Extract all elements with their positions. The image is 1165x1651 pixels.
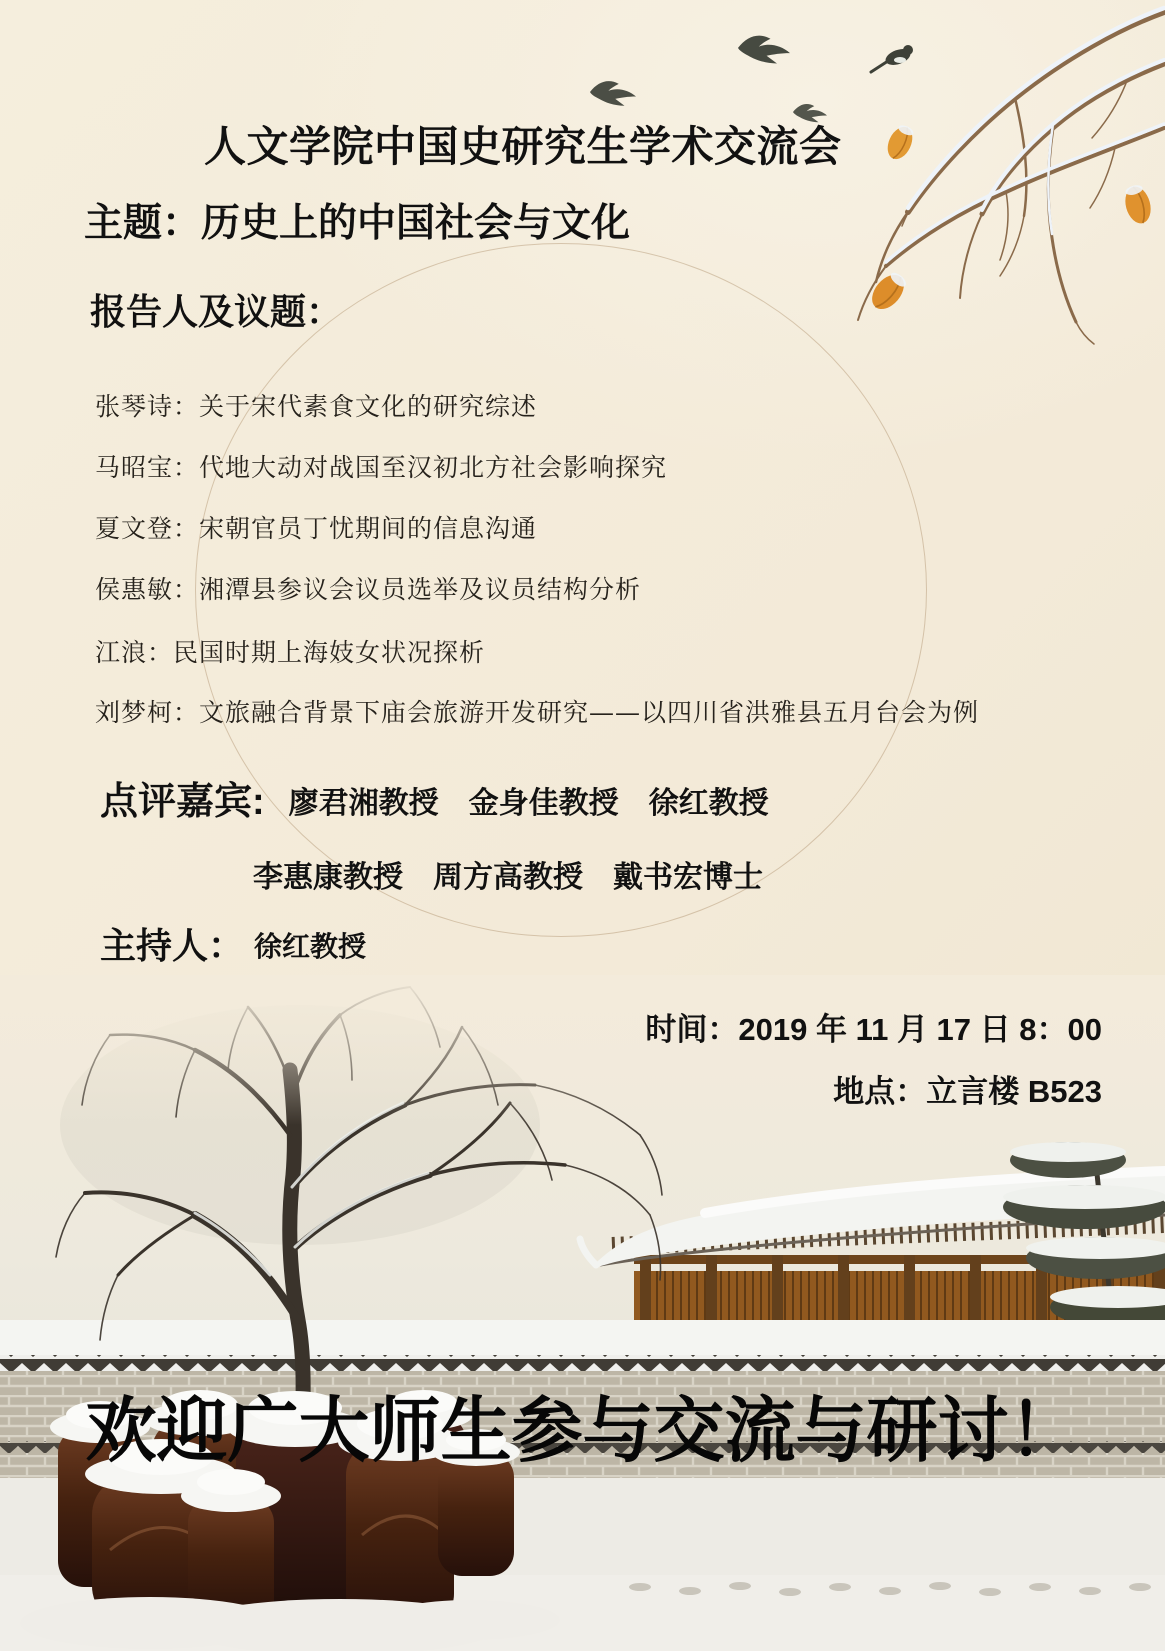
event-time: 时间：2019 年 11 月 17 日 8：00 — [645, 1012, 1102, 1047]
host-row — [100, 918, 366, 969]
speaker-line: 江浪：民国时期上海妓女状况探析 — [95, 638, 486, 667]
panel-guests-line1: 廖君湘教授 金身佳教授 徐红教授 — [288, 787, 769, 820]
speaker-line: 刘梦柯：文旅融合背景下庙会旅游开发研究——以四川省洪雅县五月台会为例 — [95, 698, 980, 727]
welcome-banner: 欢迎广大师生参与交流与研讨！ — [85, 1392, 1080, 1471]
snowy-branch-illustration — [810, 0, 1165, 345]
theme-line: 主题：历史上的中国社会与文化 — [84, 202, 631, 245]
host-name: 徐红教授 — [254, 931, 367, 962]
poster-title: 人文学院中国史研究生学术交流会 — [204, 123, 842, 170]
panel-guests-line2: 李惠康教授 周方高教授 戴书宏博士 — [253, 861, 763, 894]
speaker-line: 夏文登：宋朝官员丁忧期间的信息沟通 — [95, 514, 538, 543]
perched-bird-icon — [871, 45, 913, 72]
autumn-leaf-icon — [866, 122, 1155, 315]
speaker-line: 侯惠敏：湘潭县参议会议员选举及议员结构分析 — [95, 575, 642, 604]
speaker-line: 张琴诗：关于宋代素食文化的研究综述 — [95, 392, 538, 421]
magpie-icon — [590, 81, 636, 106]
speaker-line: 马昭宝：代地大动对战国至汉初北方社会影响探究 — [95, 453, 668, 482]
host-label: 主持人： — [100, 925, 245, 966]
panel-guests-label: 点评嘉宾: — [100, 781, 265, 823]
panel-guests-row — [100, 770, 769, 825]
event-location: 地点：立言楼 B523 — [833, 1074, 1102, 1109]
magpie-icon — [738, 36, 790, 64]
speakers-heading: 报告人及议题： — [90, 291, 343, 332]
